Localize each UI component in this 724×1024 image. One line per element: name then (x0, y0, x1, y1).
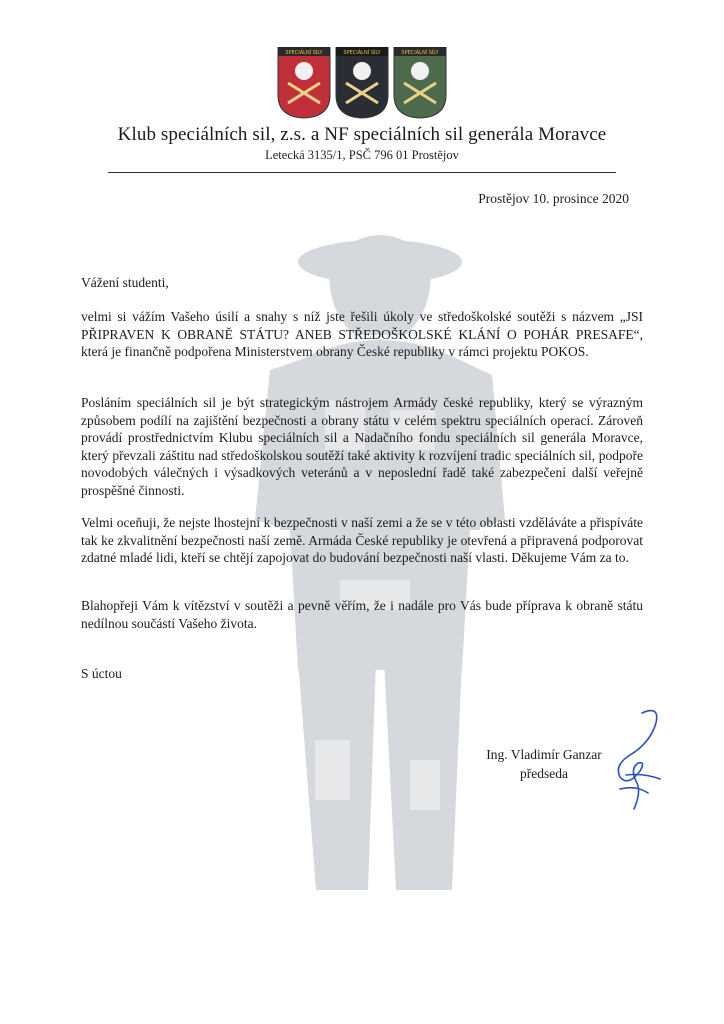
svg-text:SPECIÁLNÍ SÍLY: SPECIÁLNÍ SÍLY (285, 50, 323, 56)
organization-name: Klub speciálních sil, z.s. a NF speciálních sil generála Moravce (117, 124, 607, 145)
signer-name: Ing. Vladimír Ganzar (486, 747, 602, 762)
letter-date: Prostějov 10. prosince 2020 (478, 191, 629, 206)
paragraph: Posláním speciálních sil je být strategickým nástrojem Armády české republiky, který se výrazným způsobem podílí na zajištění bezpečnosti a obrany státu v celém spektru speciálních operací. Zároveň provádí prostřednictvím Klubu speciálních sil a Nadačního fondu speciálních sil generála Moravce, který převzali záštitu nad středoškolskou soutěží také aktivity k rozvíjení tradic speciálních sil, podpoře novodobých válečných i výsadkových veteránů a v neposlední řadě také zabezpečení další veřejně prospěšné činnosti. (81, 395, 643, 498)
paragraph: velmi si vážím Vašeho úsilí a snahy s níž jste řešili úkoly ve středoškolské soutěži s názvem „JSI PŘIPRAVEN K OBRANĚ STÁTU? ANEB STŘEDOŠKOLSKÉ KLÁNÍ O POHÁR PRESAFE“, která je finančně podpořena Ministerstvem obrany České republiky v rámci projektu POKOS. (81, 309, 643, 359)
salutation: Vážení studenti, (81, 275, 169, 290)
organization-address: Letecká 3135/1, PSČ 796 01 Prostějov (265, 148, 459, 162)
header-divider (108, 172, 616, 173)
svg-text:SPECIÁLNÍ SÍLY: SPECIÁLNÍ SÍLY (401, 50, 439, 56)
green-badge (394, 47, 446, 118)
signer-title: předseda (520, 766, 568, 781)
svg-text:SPECIÁLNÍ SÍLY: SPECIÁLNÍ SÍLY (343, 50, 381, 56)
unit-badges-logo (276, 47, 448, 119)
paragraph: Velmi oceňuji, že nejste lhostejní k bezpečnosti v naší zemi a že se v této oblasti vzděláváte a přispíváte tak ke zkvalitnění bezpečnosti naší země. Armáda České republiky je otevřená a připravená podporovat zdatné mladé lidi, kteří se chtějí zapojovat do budování bezpečnosti naší vlasti. Děkujeme Vám za to. (81, 515, 643, 565)
black-badge (336, 47, 388, 118)
paragraph: Blahopřeji Vám k vítězství v soutěži a pevně věřím, že i nadále pro Vás bude příprava k obraně státu nedílnou součástí Vašeho života. (81, 598, 643, 631)
handwritten-signature (590, 705, 670, 820)
closing: S úctou (81, 666, 122, 681)
red-badge (278, 47, 330, 118)
